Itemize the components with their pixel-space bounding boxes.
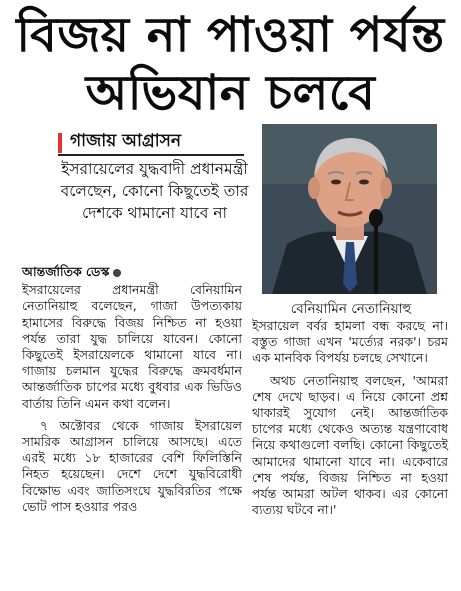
bullet-dot-icon (113, 269, 121, 277)
kicker: গাজায় আগ্রাসন (70, 131, 182, 151)
portrait-illustration (262, 124, 437, 294)
body-paragraph-1: ইসরায়েলের প্রধানমন্ত্রী বেনিয়ামিন নেতানিয়াহু বলেছেন, গাজা উপত্যকায় হামাসের বিরুদ্ধে বিজয় নিশ্চিত না হওয়া পর্যন্ত তারা যুদ্ধ চালিয়ে যাবেন। কোনো কিছুতেই ইসরায়েলকে থামানো যাবে না। গাজায় চলমান যুদ্ধের বিরুদ্ধে ক্রমবর্ধমান আন্তর্জাতিক চাপের মধ্যে বুধবার এক ভিডিও বার্তায় তিনি এমন কথা বলেন। (22, 282, 242, 411)
deck: ইসরায়েলের যুদ্ধবাদী প্রধানমন্ত্রী বলেছেন, কোনো কিছুতেই তার দেশকে থামানো যাবে না (60, 160, 249, 222)
portrait-photo (262, 124, 437, 294)
body-paragraph-2: ৭ অক্টোবর থেকে গাজায় ইসরায়েল সামরিক আগ্রাসন চালিয়ে আসছে। এতে এরই মধ্যে ১৮ হাজারের বেশি ফিলিস্তিনি নিহত হয়েছেন। দেশে দেশে যুদ্ধবিরোধী বিক্ষোভ এবং জাতিসংঘে যুদ্ধবিরতির পক্ষে ভোট পাস হওয়ার পরও (22, 417, 242, 514)
photo-caption: বেনিয়ামিন নেতানিয়াহু (290, 301, 412, 317)
headline-line-1: বিজয় না পাওয়া পর্যন্ত (16, 7, 445, 63)
headline-line-2: অভিযান চলবে (85, 65, 376, 121)
dateline-paragraph (22, 264, 242, 280)
kicker-rule (58, 154, 244, 156)
dateline: আন্তর্জাতিক ডেস্ক (22, 264, 110, 279)
article-column-left (22, 264, 242, 521)
body-paragraph-4: অথচ নেতানিয়াহু বলছেন, 'আমরা শেষ দেখে ছাড়ব। এ নিয়ে কোনো প্রশ্ন থাকারই সুযোগ নেই। আন্তর্জাতিক চাপের মধ্যে থেকেও অত্যন্ত যন্ত্রণাবোধ নিয়ে কথাগুলো বলছি। কোনো কিছুতেই আমাদের থামানো যাবে না। একেবারে শেষ পর্যন্ত, বিজয় নিশ্চিত না হওয়া পর্যন্ত আমরা অটল থাকব। এর কোনো ব্যত্যয় ঘটবে না।' (252, 372, 448, 518)
body-paragraph-3: ইসরায়েল বর্বর হামলা বন্ধ করছে না। বস্তুত গাজা এখন 'মর্ত্যের নরক'। চরম এক মানবিক বিপর্যয় চলছে সেখানে। (252, 318, 448, 366)
article-column-right (252, 318, 448, 524)
kicker-accent-bar (58, 133, 62, 153)
